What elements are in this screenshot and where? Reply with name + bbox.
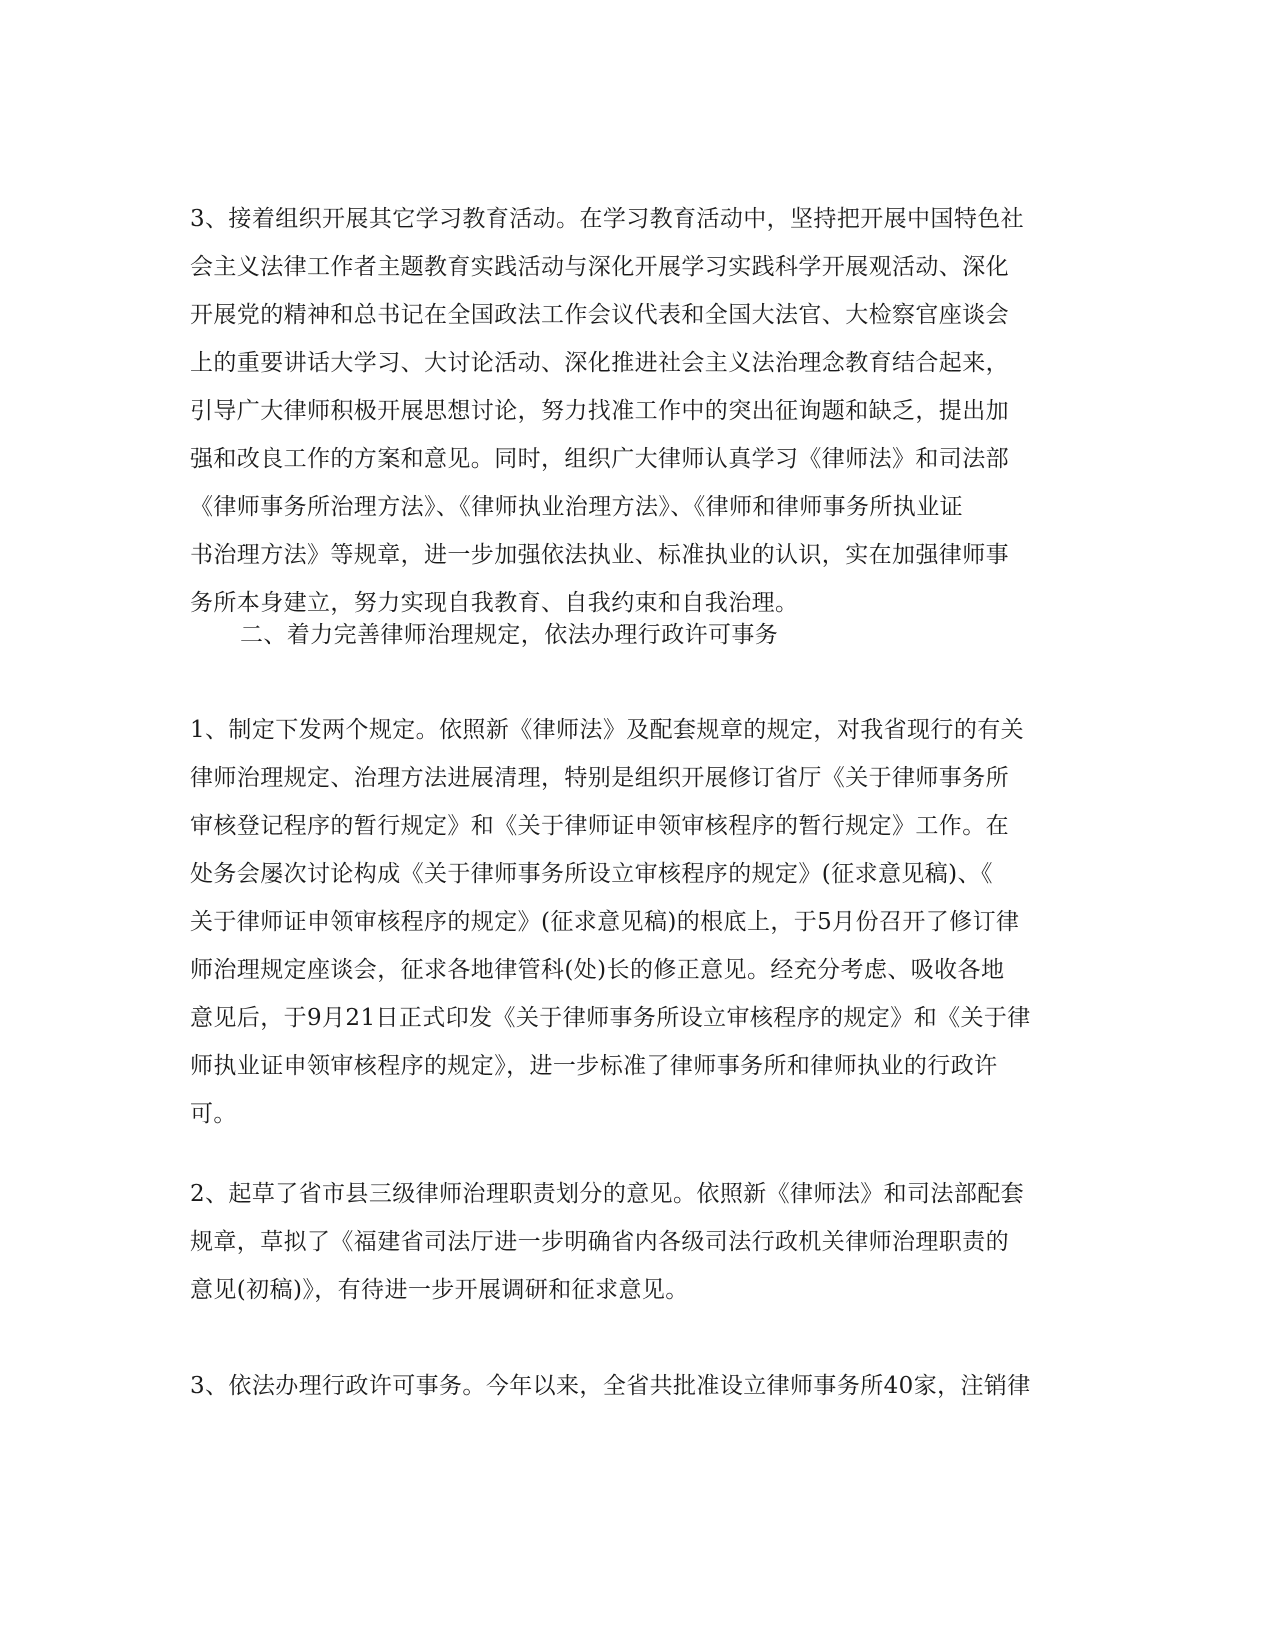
text-line: 3、接着组织开展其它学习教育活动。在学习教育活动中，坚持把开展中国特色社: [190, 206, 1025, 232]
paragraph-responsibilities: [190, 1170, 1070, 1314]
text-line: 可。: [190, 1101, 237, 1127]
paragraph-regulations: [190, 706, 1070, 1138]
text-line: 开展党的精神和总书记在全国政法工作会议代表和全国大法官、大检察官座谈会: [190, 302, 1009, 328]
text-line: 会主义法律工作者主题教育实践活动与深化开展学习实践科学开展观活动、深化: [190, 254, 1009, 280]
text-line: 强和改良工作的方案和意见。同时，组织广大律师认真学习《律师法》和司法部: [190, 446, 1009, 472]
paragraph-study-activities: [190, 195, 1070, 627]
text-line: 审核登记程序的暂行规定》和《关于律师证申领审核程序的暂行规定》工作。在: [190, 813, 1009, 839]
text-line: 1、制定下发两个规定。依照新《律师法》及配套规章的规定，对我省现行的有关: [190, 717, 1025, 743]
text-line: 规章，草拟了《福建省司法厅进一步明确省内各级司法行政机关律师治理职责的: [190, 1229, 1009, 1255]
text-line: 律师治理规定、治理方法进展清理，特别是组织开展修订省厅《关于律师事务所: [190, 765, 1009, 791]
text-line: 引导广大律师积极开展思想讨论，努力找准工作中的突出征询题和缺乏，提出加: [190, 398, 1009, 424]
paragraph-administrative-permits: [190, 1362, 1070, 1410]
text-line: 师治理规定座谈会，征求各地律管科(处)长的修正意见。经充分考虑、吸收各地: [190, 957, 1005, 983]
text-line: 《律师事务所治理方法》、《律师执业治理方法》、《律师和律师事务所执业证: [190, 494, 963, 520]
text-line: 2、起草了省市县三级律师治理职责划分的意见。依照新《律师法》和司法部配套: [190, 1181, 1025, 1207]
text-line: 上的重要讲话大学习、大讨论活动、深化推进社会主义法治理念教育结合起来，: [190, 350, 1009, 376]
text-line: 师执业证申领审核程序的规定》，进一步标准了律师事务所和律师执业的行政许: [190, 1053, 998, 1079]
text-line: 书治理方法》等规章，进一步加强依法执业、标准执业的认识，实在加强律师事: [190, 542, 1009, 568]
section-heading-text: 二、着力完善律师治理规定，依法办理行政许可事务: [240, 622, 779, 648]
text-line: 意见(初稿)》，有待进一步开展调研和征求意见。: [190, 1277, 689, 1303]
text-line: 关于律师证申领审核程序的规定》(征求意见稿)的根底上，于5月份召开了修订律: [190, 909, 1020, 935]
text-line: 3、依法办理行政许可事务。今年以来，全省共批准设立律师事务所40家，注销律: [190, 1373, 1031, 1399]
text-line: 意见后，于9月21日正式印发《关于律师事务所设立审核程序的规定》和《关于律: [190, 1005, 1031, 1031]
text-line: 处务会屡次讨论构成《关于律师事务所设立审核程序的规定》(征求意见稿)、《: [190, 861, 993, 887]
section-heading: [190, 611, 1070, 659]
text-line: 务所本身建立，努力实现自我教育、自我约束和自我治理。: [190, 590, 799, 616]
